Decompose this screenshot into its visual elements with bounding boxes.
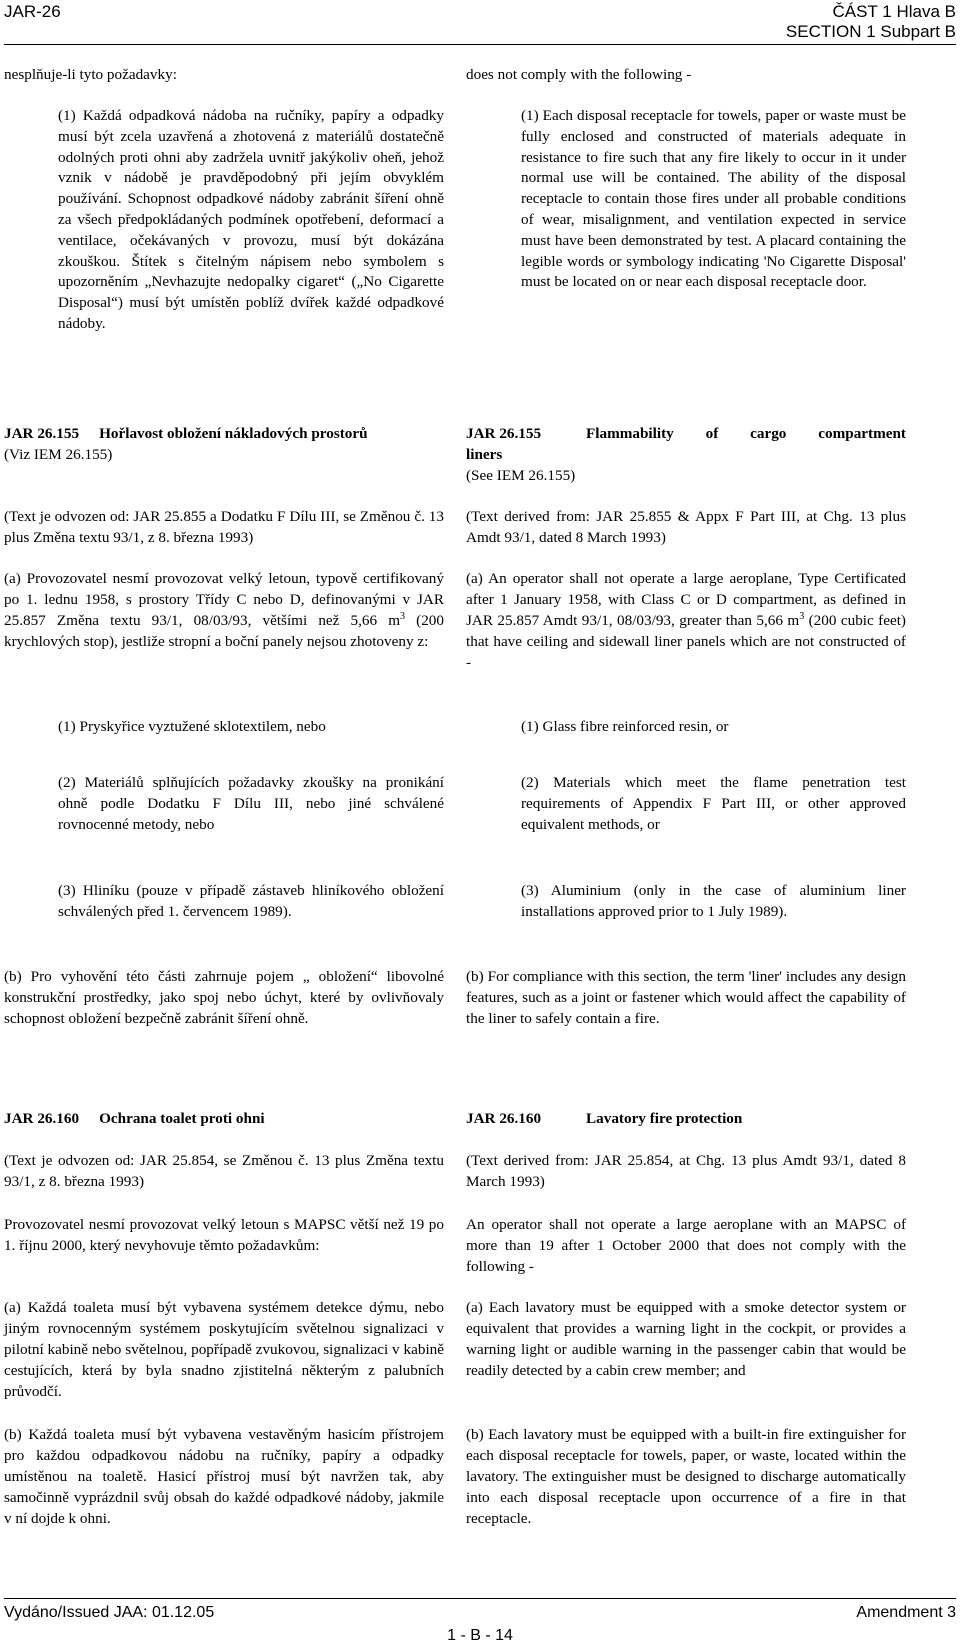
s160-source-cz: (Text je odvozen od: JAR 25.854, se Změnou č. 13 plus Změna textu 93/1, z 8. března 1993) bbox=[4, 1152, 444, 1190]
s155-title-en-1: Flammability of cargo compartment bbox=[586, 425, 906, 442]
s155-heading-cz bbox=[4, 423, 444, 465]
doc-code: JAR-26 bbox=[4, 2, 61, 21]
section-line: SECTION 1 Subpart B bbox=[785, 22, 956, 41]
s155-a-cz-text: (a) Provozovatel nesmí provozovat velký letoun, typově certifikovaný po 1. lednu 1958, s prostory Třídy C nebo D, definovanými v JAR 25.857 Změna textu 93/1, 08/03/93, většími než 5,66 m bbox=[4, 570, 444, 629]
s160-a-cz: (a) Každá toaleta musí být vybavena systémem detekce dýmu, nebo jiným rovnocenným systémem poskytujícím světelnou signalizaci v pilotní kabině nebo světelnou, popřípadě zvukovou, signalizaci v kabině cestujících, která by byla snadno zjistitelná některým z palubních průvodčí. bbox=[4, 1299, 444, 1400]
footer-amendment: Amendment 3 bbox=[856, 1604, 956, 1621]
s160-b-en: (b) Each lavatory must be equipped with a built-in fire extinguisher for each disposal receptacle for towels, paper, or waste, located within the lavatory. The extinguisher must be designed to discharge automatically into each disposal receptacle upon occurrence of a fire in that receptacle. bbox=[466, 1426, 906, 1527]
s155-item3-cz: (3) Hliníku (pouze v případě zástaveb hliníkového obložení schválených před 1. červencem 1989). bbox=[58, 882, 444, 920]
s155-a-cz-sup: 3 bbox=[400, 610, 406, 622]
disposal-cz: (1) Každá odpadková nádoba na ručníky, papíry a odpadky musí být zcela uzavřená a zhotovená z materiálů dostatečně odolných proti ohni aby zadržela uvnitř jakýkoliv oheň, jehož vznik v nádobě je pravděpodobný při jejím obvyklém používání. Schopnost odpadkové nádoby zabránit šíření ohně za všech předpokládaných podmínek opotřebení, deformací a ventilace, očekávaných v provozu, musí být dokázána zkouškou. Štítek s čitelným nápisem nebo symbolem s upozorněním „Nevhazujte nedopalky cigaret“ („No Cigarette Disposal“) musí být umístěn poblíž dvířek každé odpadkové nádoby. bbox=[58, 107, 444, 332]
s155-item1-en: (1) Glass fibre reinforced resin, or bbox=[521, 718, 729, 735]
s160-intro-cz: Provozovatel nesmí provozovat velký letoun s MAPSC větší než 19 po 1. říjnu 2000, který nevyhovuje těmto požadavkům: bbox=[4, 1216, 444, 1254]
s160-a-en: (a) Each lavatory must be equipped with a smoke detector system or equivalent that provides a warning light in the cockpit, or provides a warning light or audible warning in the passenger cabin that would be readily detected by a cabin crew member; and bbox=[466, 1299, 906, 1379]
s155-a-cz bbox=[4, 568, 444, 652]
s155-a-cz-text2: (200 krychlových stop), jestliže stropní a boční panely nejsou zhotoveny z: bbox=[4, 612, 444, 650]
s155-a-en-text2: (200 cubic feet) that have ceiling and sidewall liner panels which are not constructed of - bbox=[466, 612, 906, 671]
page-number: 1 - B - 14 bbox=[447, 1627, 513, 1644]
s155-ref-cz: (Viz IEM 26.155) bbox=[4, 446, 113, 463]
intro-cz: nesplňuje-li tyto požadavky: bbox=[4, 66, 177, 83]
s155-a-en-text: (a) An operator shall not operate a large aeroplane, Type Certificated after 1 January 1958, with Class C or D compartment, as defined in JAR 25.857 Amdt 93/1, 08/03/93, greater than 5,66 m bbox=[466, 570, 906, 629]
section-heading bbox=[786, 2, 956, 42]
part-line: ČÁST 1 Hlava B bbox=[832, 2, 956, 21]
s155-title-cz: Hořlavost obložení nákladových prostorů bbox=[99, 425, 368, 442]
header-rule bbox=[4, 44, 956, 45]
s155-title-en-2: liners bbox=[466, 446, 503, 463]
s155-heading-en bbox=[466, 423, 906, 486]
s160-number-en: JAR 26.160 bbox=[466, 1110, 542, 1127]
s155-item2-en: (2) Materials which meet the flame penetration test requirements of Appendix F Part III, or other approved equivalent methods, or bbox=[521, 774, 906, 833]
s160-number-cz: JAR 26.160 bbox=[4, 1110, 80, 1127]
s160-title-cz: Ochrana toalet proti ohni bbox=[99, 1110, 265, 1127]
s155-source-en: (Text derived from: JAR 25.855 & Appx F Part III, at Chg. 13 plus Amdt 93/1, dated 8 March 1993) bbox=[466, 508, 906, 546]
s155-a-en-sup: 3 bbox=[799, 610, 805, 622]
intro-en: does not comply with the following - bbox=[466, 66, 692, 83]
s155-b-cz: (b) Pro vyhovění této části zahrnuje pojem „ obložení“ libovolné konstrukční prostředky, jako spoj nebo úchyt, které by ovlivňovaly schopnost obložení bezpečně zabránit šíření ohně. bbox=[4, 968, 444, 1027]
footer-rule bbox=[4, 1598, 956, 1599]
s155-source-cz: (Text je odvozen od: JAR 25.855 a Dodatku F Dílu III, se Změnou č. 13 plus Změna textu 93/1, z 8. března 1993) bbox=[4, 508, 444, 546]
footer-issued: Vydáno/Issued JAA: 01.12.05 bbox=[4, 1604, 215, 1621]
s160-heading-en bbox=[466, 1108, 906, 1129]
s155-b-en: (b) For compliance with this section, the term 'liner' includes any design features, such as a joint or fastener which would affect the capability of the liner to safely contain a fire. bbox=[466, 968, 906, 1027]
s155-item2-cz: (2) Materiálů splňujících požadavky zkoušky na pronikání ohně podle Dodatku F Dílu III, nebo jiné schválené rovnocenné metody, nebo bbox=[58, 774, 444, 833]
s155-item3-en: (3) Aluminium (only in the case of aluminium liner installations approved prior to 1 July 1989). bbox=[521, 882, 906, 920]
s160-intro-en: An operator shall not operate a large aeroplane with an MAPSC of more than 19 after 1 October 2000 that does not comply with the following - bbox=[466, 1216, 906, 1275]
s160-title-en: Lavatory fire protection bbox=[586, 1110, 743, 1127]
s155-a-en bbox=[466, 568, 906, 673]
s160-heading-cz bbox=[4, 1108, 444, 1129]
disposal-en: (1) Each disposal receptacle for towels, paper or waste must be fully enclosed and constructed of materials adequate in resistance to fire such that any fire likely to occur in it under normal use will be contained. The ability of the disposal receptacle to contain those fires under all probable conditions of wear, misalignment, and ventilation expected in service must have been demonstrated by test. A placard containing the legible words or symbology indicating 'No Cigarette Disposal' must be located on or near each disposal receptacle door. bbox=[521, 107, 906, 291]
s155-ref-en: (See IEM 26.155) bbox=[466, 467, 576, 484]
s155-number-en: JAR 26.155 bbox=[466, 425, 542, 442]
s155-item1-cz: (1) Pryskyřice vyztužené sklotextilem, nebo bbox=[58, 718, 326, 735]
s160-b-cz: (b) Každá toaleta musí být vybavena vestavěným hasicím přístrojem pro každou odpadkovou nádobu na ručníky, papíry a odpadky umístěnou na toaletě. Hasicí přístroj musí být navržen tak, aby samočinně vyprázdnil svůj obsah do každé odpadkové nádoby, jakmile v ní dojde k ohni. bbox=[4, 1426, 444, 1527]
s160-source-en: (Text derived from: JAR 25.854, at Chg. 13 plus Amdt 93/1, dated 8 March 1993) bbox=[466, 1152, 906, 1190]
s155-number-cz: JAR 26.155 bbox=[4, 425, 80, 442]
